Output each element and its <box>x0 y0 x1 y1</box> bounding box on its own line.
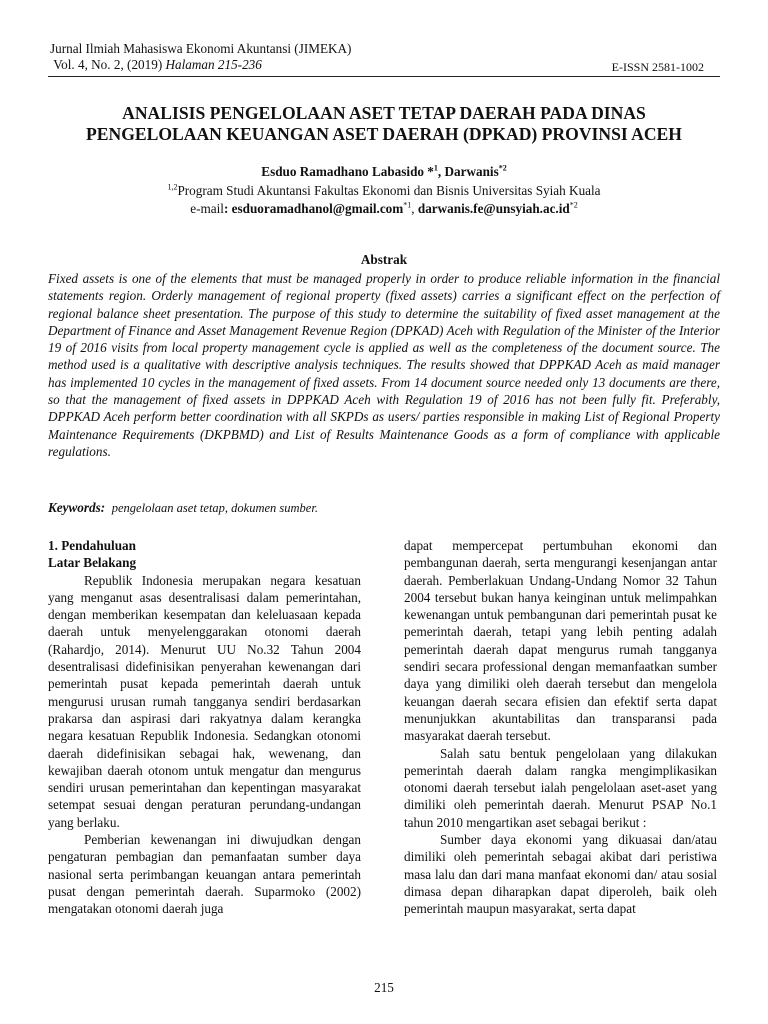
affiliation-text: Program Studi Akuntansi Fakultas Ekonomi dan Bisnis Universitas Syiah Kuala <box>177 183 601 198</box>
section-heading: 1. Pendahuluan <box>48 538 136 553</box>
subsection-heading: Latar Belakang <box>48 555 137 571</box>
affiliation <box>48 182 720 199</box>
body-paragraph: Sumber daya ekonomi yang dikuasai dan/atau dimiliki oleh pemerintah sebagai akibat dari peristiwa masa lalu dan dari mana manfaat ekonomi dan/ atau sosial dimasa depan diharapkan dapat diperoleh, baik oleh pemerintah maupun masyarakat, serta dapat <box>404 832 717 917</box>
body-paragraph: Pemberian kewenangan ini diwujudkan dengan pengaturan pembagian dan pemanfaatan sumber daya nasional serta perimbangan keuangan antara pemerintah pusat dengan pemerintah daerah. Suparmoko (2002) mengatakan otonomi daerah juga <box>48 832 361 917</box>
header-rule <box>48 76 720 77</box>
email-line <box>48 200 720 217</box>
author-2-sup: *2 <box>498 163 507 173</box>
author-separator: , <box>437 164 445 179</box>
keywords <box>48 499 720 517</box>
email-2[interactable]: darwanis.fe@unsyiah.ac.id <box>417 201 570 216</box>
title-line-2: PENGELOLAAN KEUANGAN ASET DAERAH (DPKAD) PROVINSI ACEH <box>86 124 682 144</box>
abstract-heading: Abstrak <box>360 252 408 267</box>
left-column <box>48 537 361 918</box>
abstract-text: Fixed assets is one of the elements that must be managed properly in order to produce reliable information in the financial statements region. Orderly management of regional property (fixed assets) carries a significant effect on the perfection of regional balance sheet presentation. The purpose of this study to determine the suitability of fixed asset management at the Department of Finance and Asset Management Revenue Region (DPKAD) Aceh with Regulation of the Minister of the Interior 19 of 2016 visits from local property management cycle is applied as well as the completeness of the document source. The method used is a qualitative with descriptive analysis techniques. The results showed that DPPKAD Aceh as maid manager has implemented 10 cycles in the management of fixed assets. From 14 document source needed only 13 documents are there, so that the management of fixed assets in DPPKAD Aceh with Regulation 19 of 2016 has not been fully fit. Preferably, DPPKAD Aceh perform better coordination with all SKPDs as users/ parties responsible in making List of Regional Property Maintenance Requirements (DKPBMD) and List of Results Maintenance Goods as a form of compliance with applicable regulations. <box>48 271 720 459</box>
author-1: Esduo Ramadhano Labasido * <box>261 164 434 179</box>
body-paragraph: Salah satu bentuk pengelolaan yang dilakukan pemerintah daerah dalam rangka mengimplikasikan otonomi daerah tersebut ialah pengelolaan aset-aset yang dimiliki oleh pemerintah daerah. Menurut PSAP No.1 tahun 2010 mengartikan aset sebagai berikut : <box>404 745 717 830</box>
journal-volume <box>50 57 262 73</box>
author-2: Darwanis <box>444 164 499 179</box>
author-list <box>48 164 720 180</box>
issn: E-ISSN 2581-1002 <box>611 60 704 74</box>
title-line-1: ANALISIS PENGELOLAAN ASET TETAP DAERAH PADA DINAS <box>122 103 646 123</box>
keywords-value: pengelolaan aset tetap, dokumen sumber. <box>111 501 318 515</box>
email-2-sup: *2 <box>569 200 578 210</box>
paper-title <box>48 103 720 145</box>
keywords-label: Keywords: <box>48 500 106 515</box>
affiliation-sup: 1,2 <box>167 182 178 192</box>
page-range: Halaman 215-236 <box>165 57 262 72</box>
email-separator: , <box>411 201 418 216</box>
journal-name: Jurnal Ilmiah Mahasiswa Ekonomi Akuntansi (JIMEKA) <box>50 41 352 56</box>
email-1-sup: *1 <box>403 200 412 210</box>
author-1-sup: 1 <box>433 163 438 173</box>
body-paragraph: Republik Indonesia merupakan negara kesatuan yang menganut asas desentralisasi dalam pemerintahan, dengan memberikan kesempatan dan keleluasaan kepada daerah untuk menyelenggarakan otonomi daerah (Rahardjo, 2014). Menurut UU No.32 Tahun 2004 desentralisasi didefinisikan penyerahan kewenangan dari pemerintah pusat kepada pemerintah daerah untuk mengurusi urusan rumah tangganya sendiri berdasarkan prakarsa dan aspirasi dari rakyatnya dalam kerangka negara kesatuan Republik Indonesia. Sedangkan otonomi daerah didefinisikan sebagai hak, wewenang, dan kewajiban daerah otonom untuk mengatur dan mengurus sendiri urusan pemerintahan dan kepentingan masyarakat setempat sesuai dengan peraturan perundang-undangan yang berlaku. <box>48 572 361 830</box>
right-column <box>404 537 717 918</box>
email-label: e-mail <box>190 201 224 216</box>
body-paragraph: dapat mempercepat pertumbuhan ekonomi dan pembangunan daerah, serta mengurangi kesenjangan antar daerah. Pemberlakuan Undang-Undang Nomor 32 Tahun 2004 tersebut bukan hanya keinginan untuk melimpahkan kewenangan untuk pembangunan dari pemerintah pusat ke pemerintah daerah, tetapi yang lebih penting adalah pemerintah daerah dapat mengurus rumah tangganya sendiri secara professional dengan memanfaatkan sumber daya yang dimiliki oleh daerah tersebut dan mengelola keuangan daerah secara efisien dan efektif serta dapat menunjukkan akuntabilitas dan transparansi pada masyarakat daerah tersebut. <box>404 538 717 744</box>
email-1[interactable]: : esduoramadhanol@gmail.com <box>223 201 404 216</box>
page-number: 215 <box>374 980 394 995</box>
volume-issue: Vol. 4, No. 2, (2019) <box>53 57 163 72</box>
